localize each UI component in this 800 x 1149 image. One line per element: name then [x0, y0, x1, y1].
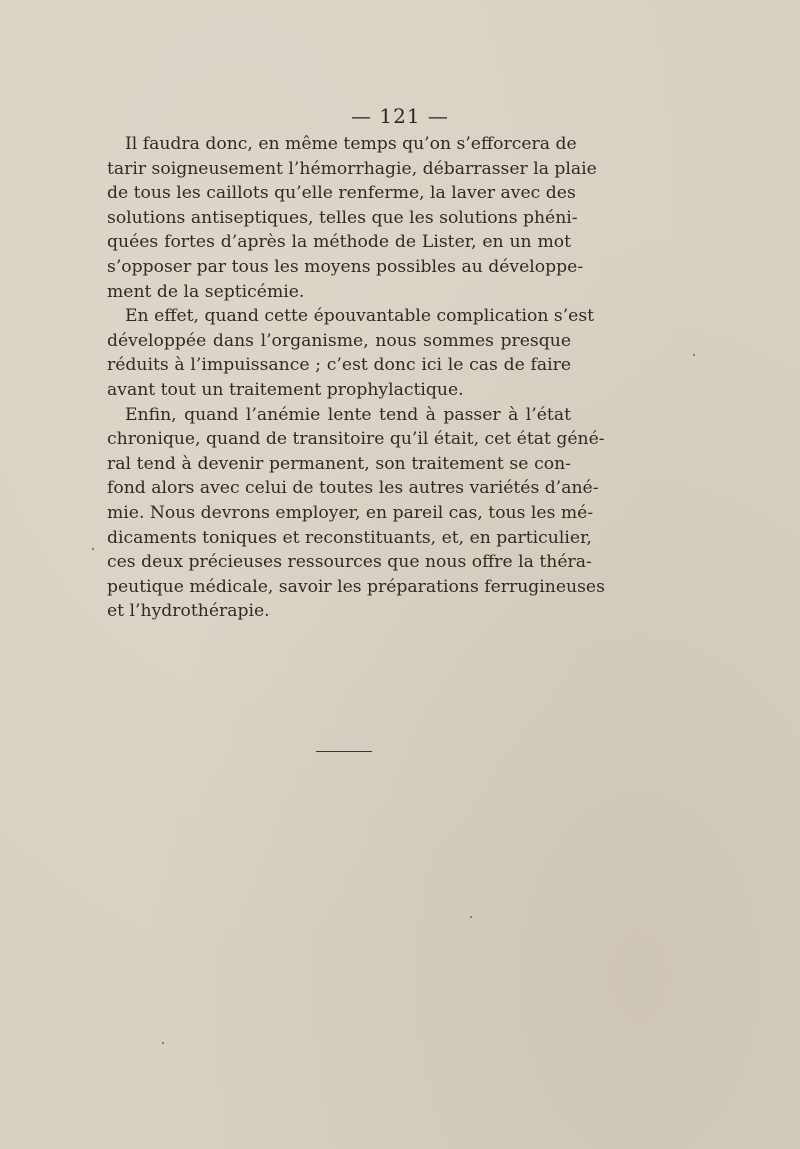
- section-end-rule: [316, 751, 372, 752]
- text-line: Enfin, quand l’anémie lente tend à passer à l’état: [125, 404, 571, 425]
- text-line: tarir soigneusement l’hémorrhagie, débarrasser la plaie: [107, 158, 597, 179]
- text-line: développée dans l’organisme, nous sommes presque: [107, 330, 571, 351]
- text-line: de tous les caillots qu’elle renferme, la laver avec des: [107, 183, 576, 204]
- text-line: avant tout un traitement prophylactique.: [107, 379, 464, 400]
- text-line: réduits à l’impuissance ; c’est donc ici le cas de faire: [107, 355, 571, 376]
- text-line: fond alors avec celui de toutes les autres variétés d’ané-: [107, 478, 599, 499]
- paper-speck: [693, 354, 695, 356]
- text-line: solutions antiseptiques, telles que les solutions phéni-: [107, 207, 578, 228]
- text-line: ces deux précieuses ressources que nous offre la théra-: [107, 552, 592, 573]
- paragraph-1: [107, 132, 597, 304]
- text-line: peutique médicale, savoir les préparations ferrugineuses: [107, 576, 605, 597]
- text-line: mie. Nous devrons employer, en pareil cas, tous les mé-: [107, 502, 594, 523]
- paragraph-3: [107, 403, 605, 624]
- text-line: En effet, quand cette épouvantable complication s’est: [125, 306, 595, 327]
- paper-speck: [92, 548, 94, 550]
- text-line: ment de la septicémie.: [107, 281, 305, 302]
- paper-speck: [162, 1042, 164, 1044]
- paragraph-2: [107, 304, 595, 402]
- text-line: chronique, quand de transitoire qu’il était, cet état géné-: [107, 429, 605, 450]
- text-line: Il faudra donc, en même temps qu’on s’efforcera de: [125, 134, 577, 154]
- text-line: dicaments toniques et reconstituants, et, en particulier,: [107, 527, 592, 548]
- page-number: — 121 —: [351, 104, 449, 128]
- text-line: s’opposer par tous les moyens possibles au développe-: [107, 256, 584, 277]
- body-text: [107, 132, 605, 624]
- text-line: quées fortes d’après la méthode de Lister, en un mot: [107, 232, 571, 253]
- text-line: ral tend à devenir permanent, son traitement se con-: [107, 453, 571, 474]
- text-line: et l’hydrothérapie.: [107, 601, 270, 622]
- paper-speck: [470, 916, 472, 918]
